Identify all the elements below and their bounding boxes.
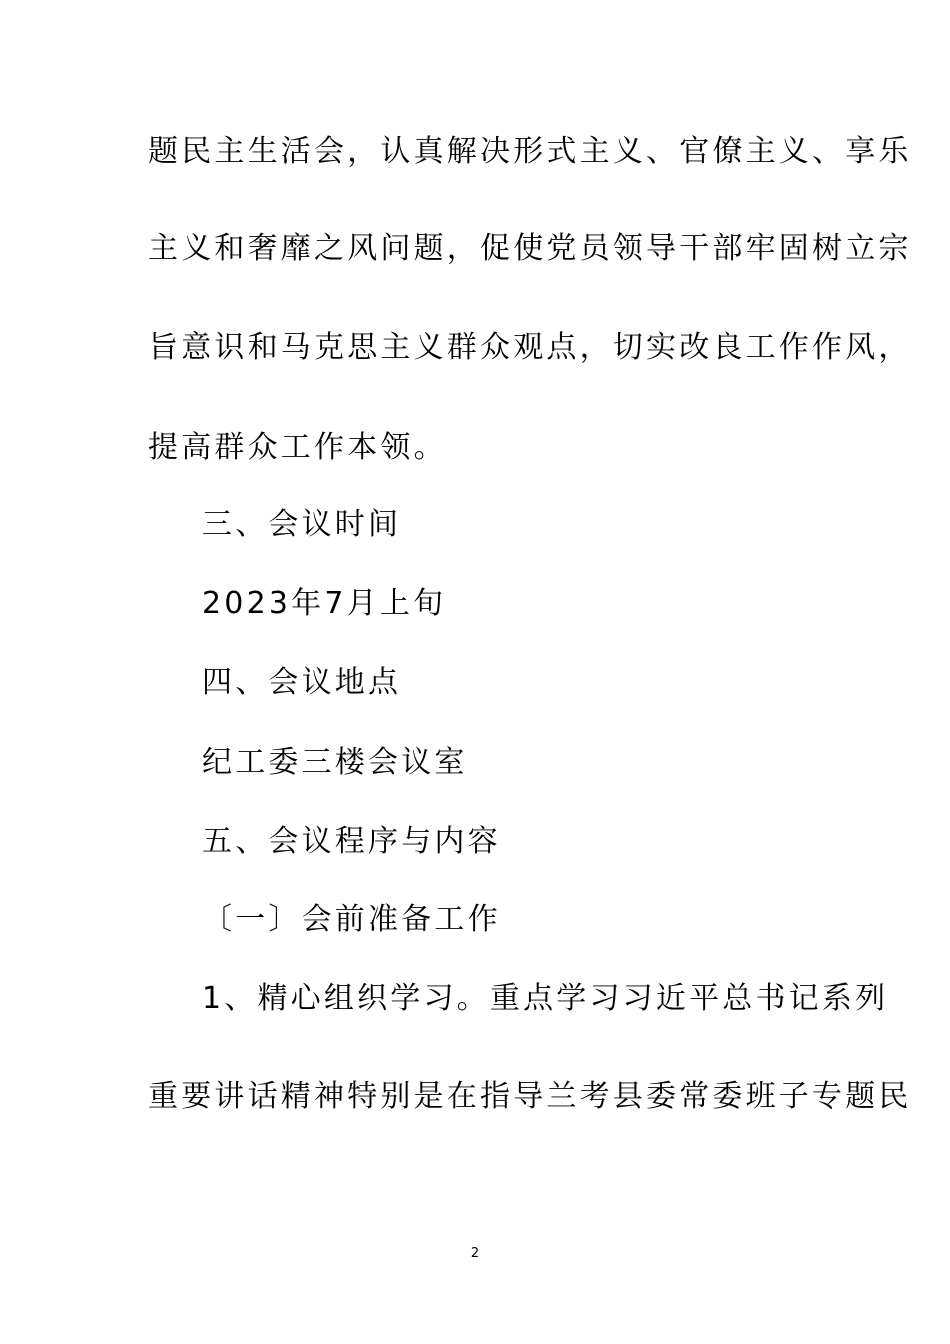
paragraph-line: 旨意识和马克思主义群众观点，切实改良工作作风，	[148, 330, 912, 365]
subsection-heading-preparation: 〔一〕会前准备工作	[202, 902, 501, 937]
section-heading-procedure: 五、会议程序与内容	[202, 824, 501, 859]
section-heading-meeting-location: 四、会议地点	[202, 665, 402, 700]
paragraph-line: 提高群众工作本领。	[148, 430, 447, 465]
paragraph-line: 题民主生活会，认真解决形式主义、官僚主义、享乐	[148, 134, 912, 169]
paragraph-line: 主义和奢靡之风问题，促使党员领导干部牢固树立宗	[148, 231, 912, 266]
paragraph-line: 重要讲话精神特别是在指导兰考县委常委班子专题民	[148, 1079, 912, 1114]
paragraph-line: 1、精心组织学习。重点学习习近平总书记系列	[202, 981, 889, 1016]
meeting-location-value: 纪工委三楼会议室	[202, 745, 468, 780]
section-heading-meeting-time: 三、会议时间	[202, 507, 402, 542]
page-number: 2	[470, 1246, 480, 1261]
meeting-time-value: 2023年7月上旬	[202, 586, 447, 621]
